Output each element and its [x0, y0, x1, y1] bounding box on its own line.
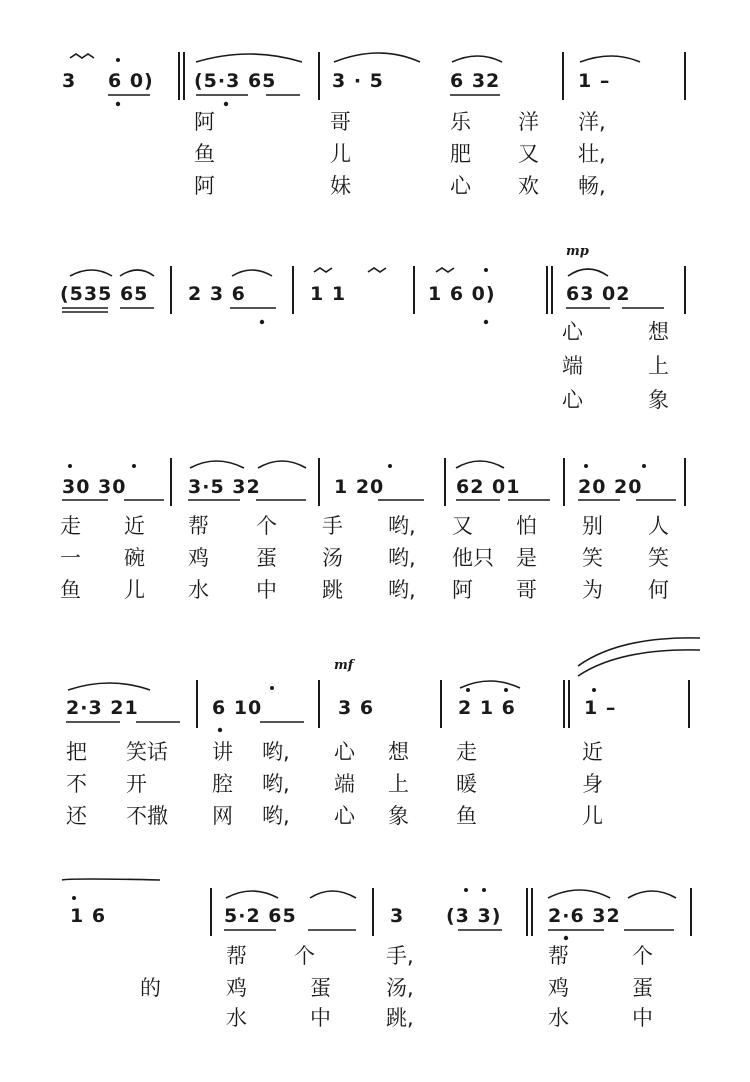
lyric-syllable: 个	[632, 944, 653, 968]
lyric-syllable: 为	[582, 578, 603, 602]
trill	[368, 268, 386, 272]
lyric-syllable: 暖	[456, 772, 477, 796]
lyric-syllable: 蛋	[632, 976, 653, 1000]
lyric-syllable: 肥	[450, 142, 471, 166]
lyric-syllable: 是	[516, 546, 537, 570]
slur	[196, 54, 302, 62]
lyric-syllable: 水	[226, 1006, 247, 1030]
lyric-syllable: 想	[388, 740, 409, 764]
lyric-syllable: 鱼	[456, 804, 477, 828]
lyric-syllable: 不撒	[126, 804, 168, 828]
lyric-syllable: 洋,	[578, 110, 606, 134]
note-group: 5·2 65	[224, 905, 297, 927]
tie-line	[578, 638, 700, 666]
note-group: 20 20	[578, 476, 643, 498]
lyric-syllable: 走	[60, 514, 81, 538]
note-group: 3·5 32	[188, 476, 261, 498]
lyric-syllable: 阿	[194, 110, 215, 134]
slur	[580, 56, 640, 62]
note-group: 6 32	[450, 70, 501, 92]
trill	[314, 268, 332, 272]
lyric-syllable: 中	[310, 1006, 331, 1030]
lyric-syllable: 畅,	[578, 174, 606, 198]
note-group: 2·3 21	[66, 697, 139, 719]
lyric-syllable: 汤,	[386, 976, 414, 1000]
lyric-syllable: 身	[582, 772, 603, 796]
lyric-syllable: 哟,	[262, 772, 290, 796]
lyric-syllable: 帮	[548, 944, 569, 968]
lyric-syllable: 手	[322, 514, 343, 538]
note-group: (535 65	[60, 283, 149, 305]
note-group: 1 –	[584, 697, 617, 719]
note-group: 1 –	[578, 70, 611, 92]
lyric-syllable: 哟,	[388, 514, 416, 538]
lyric-syllable: 心	[334, 740, 355, 764]
lyric-syllable: 欢	[518, 174, 539, 198]
lyric-syllable: 别	[582, 514, 603, 538]
lyric-syllable: 手,	[386, 944, 414, 968]
slur	[460, 681, 520, 688]
lyric-syllable: 笑话	[126, 740, 168, 764]
lyric-syllable: 汤	[322, 546, 343, 570]
lyric-syllable: 个	[256, 514, 277, 538]
lyric-syllable: 帮	[188, 514, 209, 538]
lyric-syllable: 儿	[330, 142, 351, 166]
slur	[70, 270, 112, 276]
lyric-syllable: 儿	[124, 578, 145, 602]
note-group: 1 6 0)	[428, 283, 496, 305]
slur	[120, 270, 154, 276]
note-group: 2·6 32	[548, 905, 621, 927]
lyric-syllable: 鱼	[194, 142, 215, 166]
note-group: 6 0)	[108, 70, 154, 92]
slur	[68, 683, 150, 690]
lyric-syllable: 蛋	[256, 546, 277, 570]
lyric-syllable: 中	[632, 1006, 653, 1030]
note-group: 2 3 6	[188, 283, 246, 305]
lyric-syllable: 哥	[516, 578, 537, 602]
lyric-syllable: 哟,	[262, 804, 290, 828]
dynamic-marking: mf	[334, 658, 354, 673]
lyric-syllable: 水	[188, 578, 209, 602]
lyric-syllable: 何	[648, 578, 669, 602]
lyric-syllable: 近	[582, 740, 603, 764]
lyric-syllable: 心	[334, 804, 355, 828]
lyric-syllable: 笑	[648, 546, 669, 570]
note-group: 1 1	[310, 283, 347, 305]
lyric-syllable: 鸡	[226, 976, 247, 1000]
lyric-syllable: 还	[66, 804, 87, 828]
slur	[568, 269, 608, 276]
lyric-syllable: 哟,	[388, 546, 416, 570]
lyric-syllable: 中	[256, 578, 277, 602]
lyric-syllable: 上	[388, 772, 409, 796]
lyric-syllable: 上	[648, 354, 669, 378]
note-group: 62 01	[456, 476, 521, 498]
lyric-syllable: 哟,	[388, 578, 416, 602]
note-group: (3 3)	[446, 905, 502, 927]
slur	[258, 461, 306, 468]
lyric-syllable: 腔	[212, 772, 233, 796]
note-group: 3	[62, 70, 77, 92]
lyric-syllable: 端	[562, 354, 583, 378]
lyric-syllable: 阿	[194, 174, 215, 198]
lyric-syllable: 洋	[518, 110, 539, 134]
lyric-syllable: 不	[66, 772, 87, 796]
lyric-syllable: 想	[648, 320, 669, 344]
lyric-syllable: 帮	[226, 944, 247, 968]
lyric-syllable: 象	[648, 388, 669, 412]
note-group: 3 6	[338, 697, 375, 719]
lyric-syllable: 人	[648, 514, 669, 538]
lyric-syllable: 碗	[124, 546, 145, 570]
lyric-syllable: 壮,	[578, 142, 606, 166]
lyric-syllable: 一	[60, 546, 81, 570]
lyric-syllable: 儿	[582, 804, 603, 828]
lyric-syllable: 笑	[582, 546, 603, 570]
lyric-syllable: 又	[452, 514, 473, 538]
lyric-syllable: 端	[334, 772, 355, 796]
note-group: 6 10	[212, 697, 263, 719]
slur	[334, 53, 420, 62]
lyric-syllable: 又	[518, 142, 539, 166]
slur	[190, 461, 244, 468]
lyric-syllable: 跳,	[386, 1006, 414, 1030]
lyric-syllable: 哟,	[262, 740, 290, 764]
lyric-syllable: 鸡	[548, 976, 569, 1000]
note-group: 2 1 6	[458, 697, 516, 719]
lyric-syllable: 蛋	[310, 976, 331, 1000]
note-group: 3	[390, 905, 405, 927]
note-group: 30 30	[62, 476, 127, 498]
lyric-syllable: 心	[450, 174, 471, 198]
lyric-syllable: 哥	[330, 110, 351, 134]
lyric-syllable: 走	[456, 740, 477, 764]
tie-line	[62, 879, 160, 880]
lyric-syllable: 个	[294, 944, 315, 968]
lyric-syllable: 的	[140, 976, 161, 1000]
trill	[70, 54, 94, 58]
lyric-syllable: 水	[548, 1006, 569, 1030]
slur	[310, 891, 356, 898]
lyric-syllable: 心	[562, 320, 583, 344]
lyric-syllable: 阿	[452, 578, 473, 602]
note-group: (5·3 65	[194, 70, 277, 92]
slur	[226, 891, 278, 898]
lyric-syllable: 把	[66, 740, 87, 764]
dynamic-marking: mp	[566, 244, 589, 259]
lyric-syllable: 象	[388, 804, 409, 828]
slur	[548, 890, 610, 898]
lyric-syllable: 近	[124, 514, 145, 538]
lyric-syllable: 跳	[322, 578, 343, 602]
lyric-syllable: 乐	[450, 110, 471, 134]
note-group: 63 02	[566, 283, 631, 305]
lyric-syllable: 心	[562, 388, 583, 412]
trill	[436, 268, 454, 272]
note-group: 1 20	[334, 476, 385, 498]
slur	[628, 891, 676, 898]
note-group: 3 · 5	[332, 70, 384, 92]
lyric-syllable: 他只	[452, 546, 494, 570]
slur	[456, 461, 504, 468]
note-group: 1 6	[70, 905, 107, 927]
lyric-syllable: 鱼	[60, 578, 81, 602]
lyric-syllable: 讲	[212, 740, 233, 764]
lyric-syllable: 鸡	[188, 546, 209, 570]
tie-line	[578, 650, 700, 676]
lyric-syllable: 网	[212, 804, 233, 828]
lyric-syllable: 妹	[330, 174, 351, 198]
slur	[232, 270, 272, 276]
slur	[452, 56, 502, 62]
lyric-syllable: 开	[126, 772, 147, 796]
lyric-syllable: 怕	[516, 514, 537, 538]
